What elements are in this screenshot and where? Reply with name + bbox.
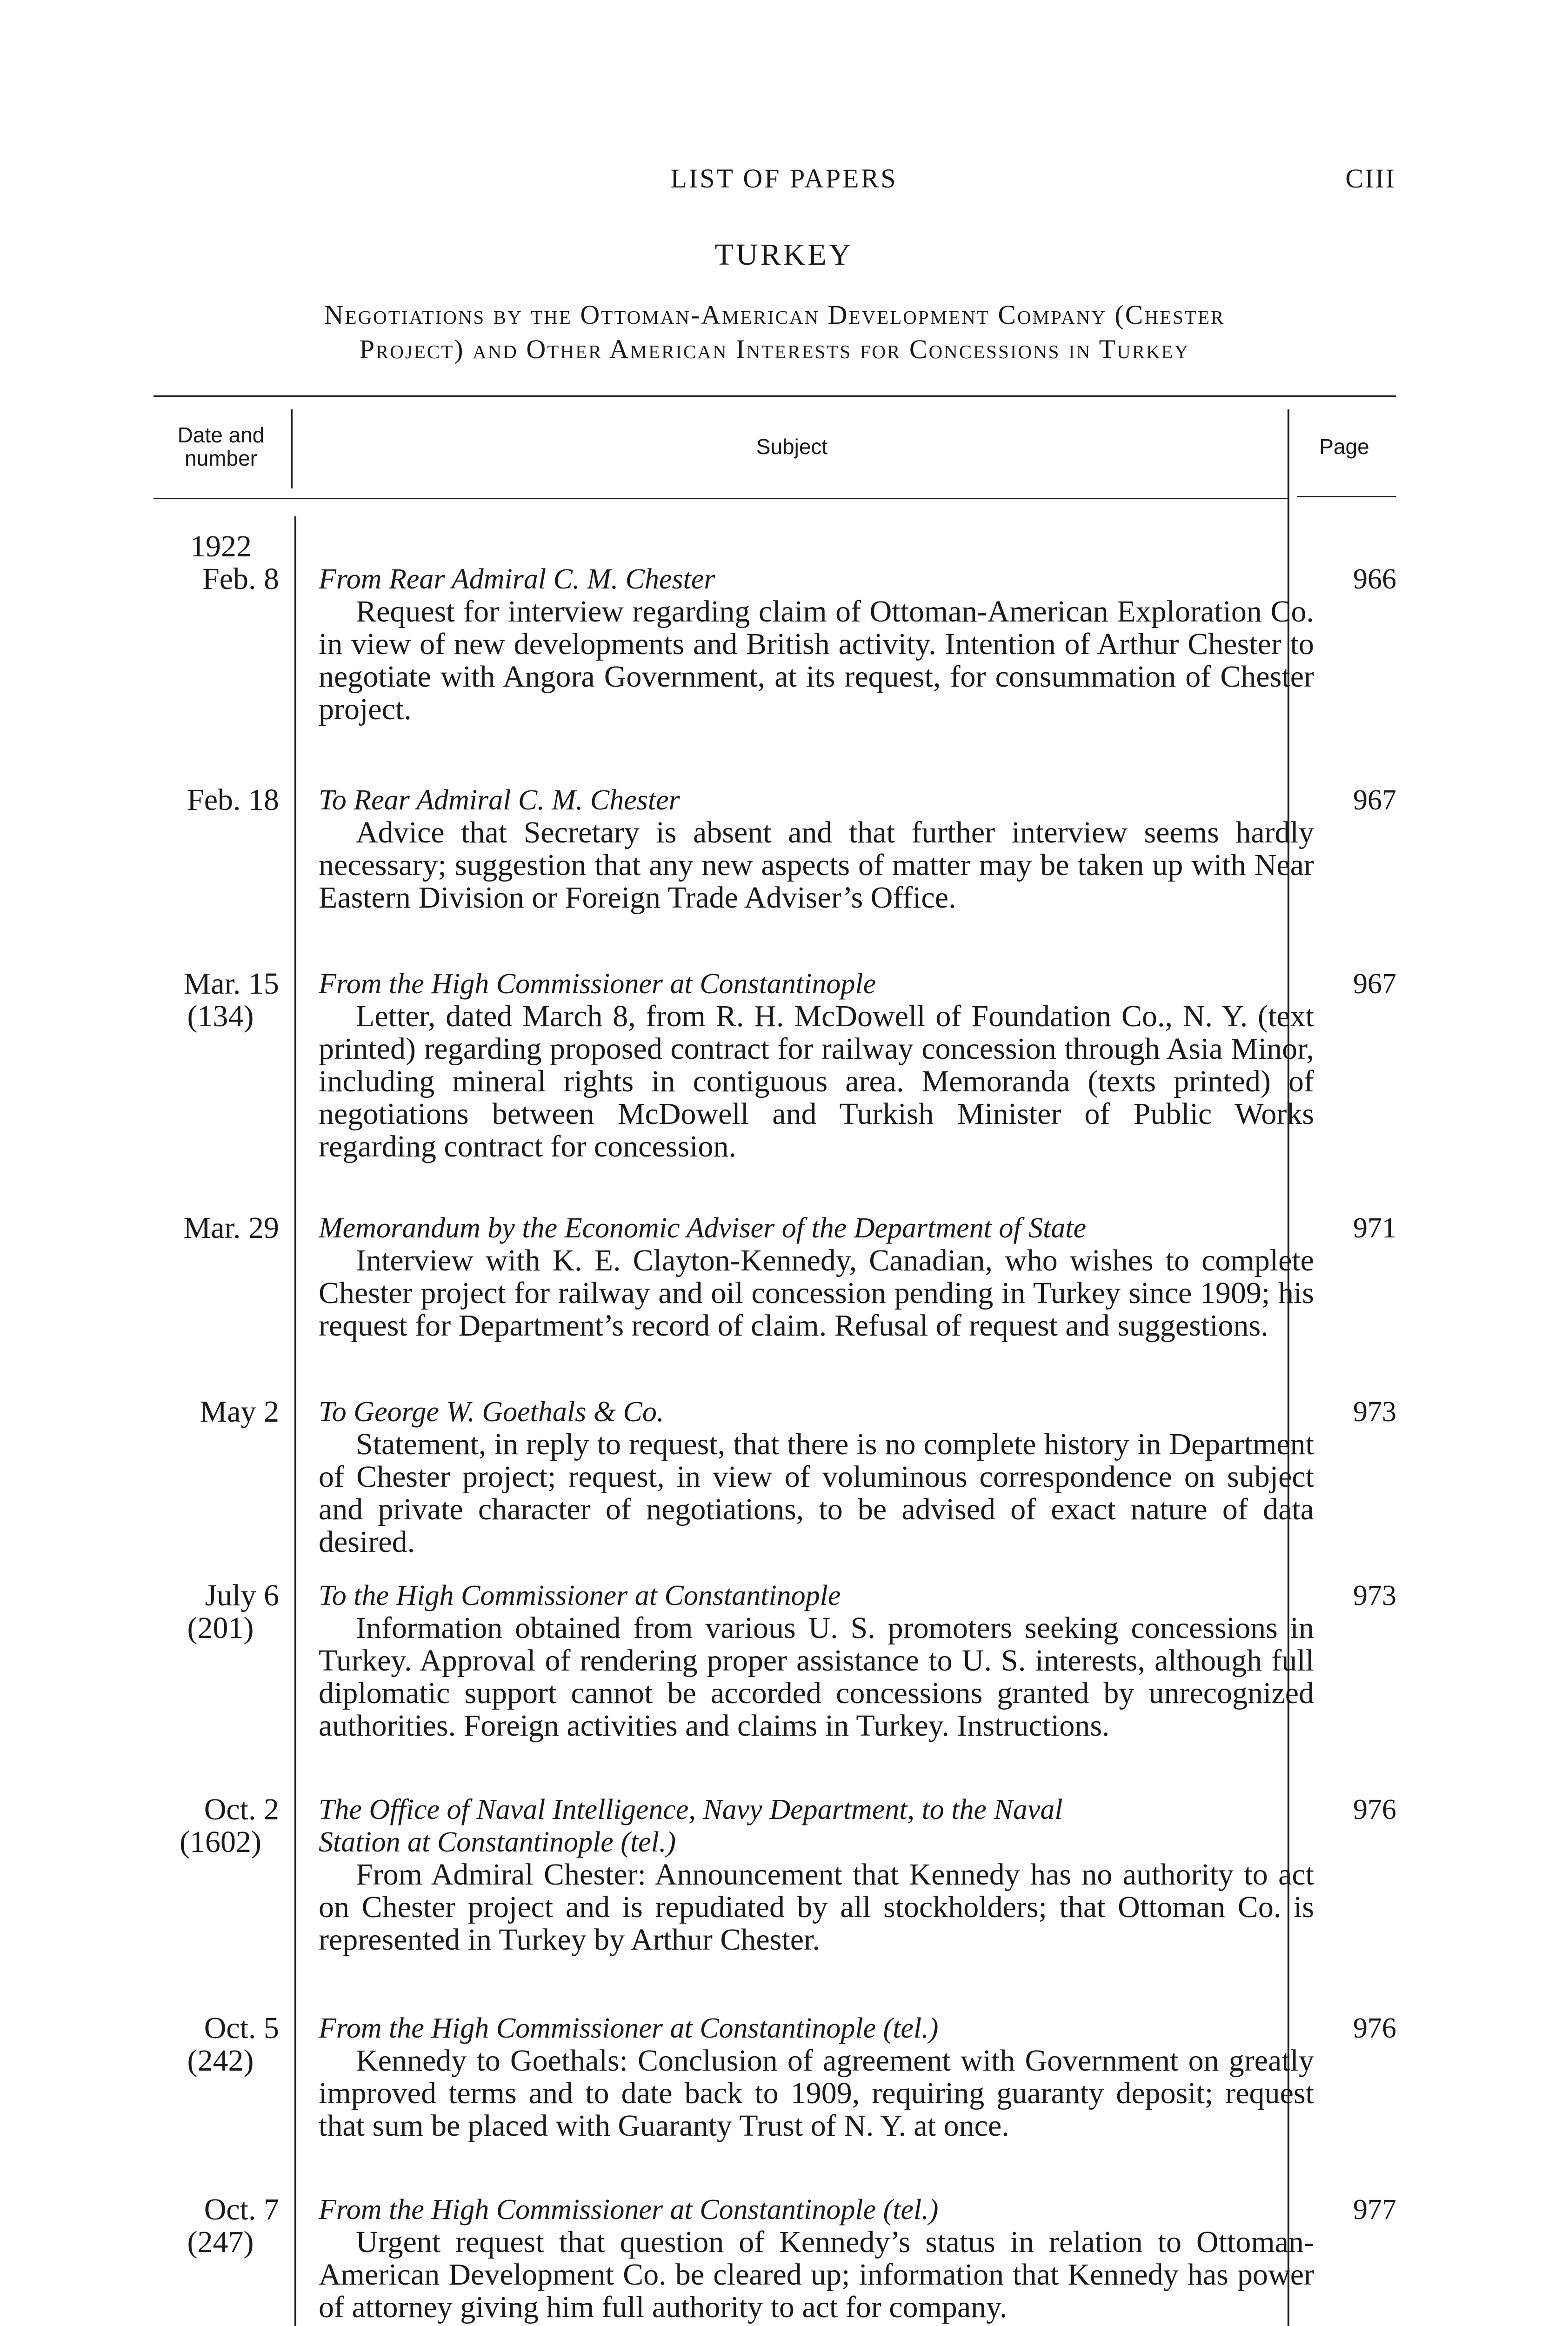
column-header-date: [153, 423, 288, 470]
section-subtitle: [149, 298, 1400, 367]
entry-date: Mar. 15: [183, 967, 279, 1001]
entry-date: Oct. 5: [204, 2011, 279, 2045]
year-label: 1922: [190, 529, 252, 563]
entry-subject: [319, 1212, 1421, 1342]
entry-date: Oct. 7: [204, 2192, 279, 2226]
entry-summary: Kennedy to Goethals: Conclusion of agreement with Government on greatly improved terms and to date back to 1909, requiring guaranty deposit; request that sum be placed with Guaranty Trust of N. Y. at once.: [319, 2044, 1314, 2143]
entry-page: 976: [1353, 2012, 1396, 2044]
table-header-rule-page: [1297, 496, 1396, 497]
column-divider-date: [291, 409, 293, 488]
entry-correspondent: Memorandum by the Economic Adviser of the Department of State: [319, 1212, 1087, 1244]
section-title: TURKEY: [714, 238, 854, 272]
entry-summary: Request for interview regarding claim of Ottoman-American Exploration Co. in view of new developments and British activity. Intention of Arthur Chester to negotiate with Angora Government, at its request, for consummation of Chester project.: [319, 595, 1314, 726]
entry-summary: Urgent request that question of Kennedy’s status in relation to Ottoman-American Development Co. be cleared up; information that Kennedy has power of attorney giving him full authority to act for company.: [319, 2225, 1314, 2324]
entry-summary: Interview with K. E. Clayton-Kennedy, Canadian, who wishes to complete Chester project for railway and oil concession pending in Turkey since 1909; his request for Department’s record of claim. Refusal of request and suggestions.: [319, 1243, 1314, 1343]
entry-page: 977: [1353, 2194, 1396, 2226]
entry-date-cell: [153, 1396, 287, 1428]
entry-summary: Advice that Secretary is absent and that further interview seems hardly necessary; suggestion that any new aspects of matter may be taken up with Near Eastern Division or Foreign Trade Adviser’s Office.: [319, 815, 1314, 915]
entry-date-cell: [153, 563, 287, 595]
entry-number: (1602): [180, 1825, 261, 1859]
page-number: CIII: [1345, 163, 1396, 194]
running-title: LIST OF PAPERS: [670, 163, 898, 194]
entry-page: 967: [1353, 968, 1396, 1000]
section-subtitle-line-1: Negotiations by the Ottoman-American Development Company (Chester: [324, 300, 1225, 330]
entry-correspondent: From the High Commissioner at Constantinople: [319, 968, 876, 1000]
entry-summary: Statement, in reply to request, that there is no complete history in Department of Chester project; request, in view of voluminous correspondence on subject and private character of negotiations, to be advised of exact nature of data desired.: [319, 1427, 1314, 1559]
table-header-rule: [153, 498, 1288, 499]
entry-subject: [319, 968, 1421, 1163]
entry-date: May 2: [200, 1395, 279, 1429]
column-header-subject: Subject: [756, 434, 828, 459]
entry-date-cell: [153, 1793, 287, 1858]
column-header-date-line-1: Date and: [177, 423, 265, 447]
entry-subject: [319, 1793, 1421, 1956]
entry-correspondent: From Rear Admiral C. M. Chester: [319, 563, 715, 595]
entry-date-cell: [153, 2193, 287, 2259]
table-top-rule: [153, 395, 1396, 397]
column-header-date-line-2: number: [185, 446, 257, 470]
entry-date: Feb. 18: [187, 783, 279, 817]
entry-summary: From Admiral Chester: Announcement that Kennedy has no authority to act on Chester project and is repudiated by all stockholders; that Ottoman Co. is represented in Turkey by Arthur Chester.: [319, 1858, 1314, 1957]
entry-correspondent: To Rear Admiral C. M. Chester: [319, 784, 680, 816]
entry-date-cell: [153, 2012, 287, 2077]
column-divider-date-body: [294, 516, 296, 2326]
entry-subject: [319, 1396, 1421, 1558]
entry-date: Mar. 29: [183, 1211, 279, 1245]
entry-correspondent: From the High Commissioner at Constantinople (tel.): [319, 2012, 939, 2044]
entry-subject: [319, 2193, 1421, 2324]
entry-subject: [319, 2012, 1421, 2142]
entry-number: (134): [187, 999, 254, 1033]
entry-correspondent: To George W. Goethals & Co.: [319, 1396, 664, 1428]
entry-date-cell: [153, 784, 287, 816]
entry-subject: [319, 563, 1421, 726]
entry-page: 976: [1353, 1794, 1396, 1825]
entry-page: 973: [1353, 1396, 1396, 1428]
entry-summary: Letter, dated March 8, from R. H. McDowell of Foundation Co., N. Y. (text printed) regarding proposed contract for railway concession through Asia Minor, including mineral rights in contiguous area. Memoranda (texts printed) of negotiations between McDowell and Turkish Minister of Public Works regarding contract for concession.: [319, 999, 1314, 1163]
entry-date-cell: [153, 1579, 287, 1644]
entry-summary: Information obtained from various U. S. promoters seeking concessions in Turkey. Approval of rendering proper assistance to U. S. interests, although full diplomatic support cannot be accorded concessions granted by unrecognized authorities. Foreign activities and claims in Turkey. Instructions.: [319, 1611, 1314, 1743]
entry-date-cell: [153, 968, 287, 1033]
entry-page: 967: [1353, 784, 1396, 816]
entry-page: 971: [1353, 1212, 1396, 1244]
entry-date: Oct. 2: [204, 1792, 279, 1826]
entry-date: July 6: [205, 1578, 279, 1612]
column-header-page: Page: [1319, 434, 1369, 459]
entry-date-cell: [153, 1212, 287, 1244]
entry-page: 966: [1353, 563, 1396, 595]
entry-correspondent: The Office of Naval Intelligence, Navy Department, to the Naval Station at Constantinople (tel.): [319, 1794, 1063, 1858]
entry-number: (247): [187, 2225, 254, 2259]
entry-subject: [319, 1579, 1421, 1742]
entry-page: 973: [1353, 1580, 1396, 1611]
running-head: [0, 163, 1568, 200]
section-subtitle-line-2: Project) and Other American Interests for Concessions in Turkey: [359, 334, 1190, 364]
entry-date: Feb. 8: [202, 562, 279, 596]
entry-number: (201): [187, 1611, 254, 1645]
entry-number: (242): [187, 2044, 254, 2078]
entry-subject: [319, 784, 1421, 914]
entry-correspondent: To the High Commissioner at Constantinople: [319, 1580, 841, 1611]
entry-correspondent: From the High Commissioner at Constantinople (tel.): [319, 2194, 939, 2226]
